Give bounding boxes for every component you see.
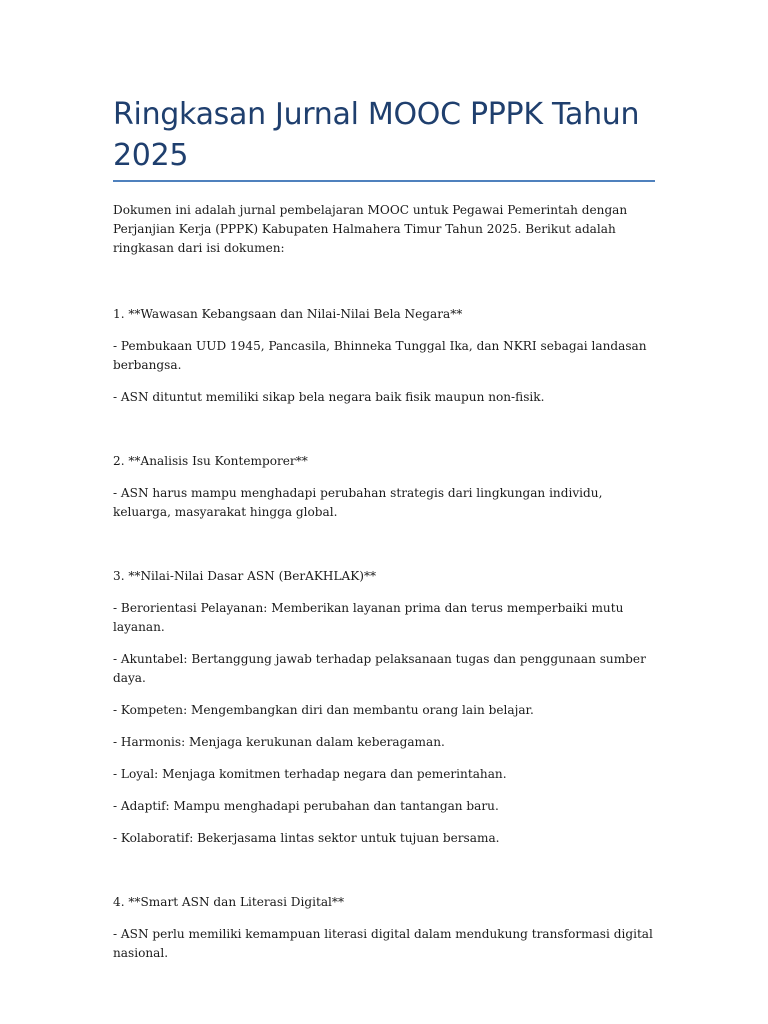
list-item: - Akuntabel: Bertanggung jawab terhadap pelaksanaan tugas dan penggunaan sumber daya. bbox=[113, 652, 646, 685]
list-item: - Kompeten: Mengembangkan diri dan membantu orang lain belajar. bbox=[113, 703, 534, 717]
document-title: Ringkasan Jurnal MOOC PPPK Tahun 2025 bbox=[113, 97, 640, 173]
section-heading-4: 4. **Smart ASN dan Literasi Digital** bbox=[113, 895, 344, 909]
list-item: - ASN harus mampu menghadapi perubahan strategis dari lingkungan individu, keluarga, masyarakat hingga global. bbox=[113, 486, 603, 519]
list-item: - Kolaboratif: Bekerjasama lintas sektor untuk tujuan bersama. bbox=[113, 831, 500, 845]
list-item: - ASN dituntut memiliki sikap bela negara baik fisik maupun non-fisik. bbox=[113, 390, 545, 404]
list-item: - Adaptif: Mampu menghadapi perubahan dan tantangan baru. bbox=[113, 799, 499, 813]
section-heading-3: 3. **Nilai-Nilai Dasar ASN (BerAKHLAK)** bbox=[113, 569, 377, 583]
section-heading-2: 2. **Analisis Isu Kontemporer** bbox=[113, 454, 308, 468]
section-heading-1: 1. **Wawasan Kebangsaan dan Nilai-Nilai Bela Negara** bbox=[113, 307, 463, 321]
list-item: - Harmonis: Menjaga kerukunan dalam keberagaman. bbox=[113, 735, 445, 749]
list-item: - Loyal: Menjaga komitmen terhadap negara dan pemerintahan. bbox=[113, 767, 507, 781]
document-page bbox=[113, 0, 656, 1024]
list-item: - ASN perlu memiliki kemampuan literasi digital dalam mendukung transformasi digital nasional. bbox=[113, 927, 653, 960]
intro-paragraph: Dokumen ini adalah jurnal pembelajaran MOOC untuk Pegawai Pemerintah dengan Perjanjian Kerja (PPPK) Kabupaten Halmahera Timur Tahun 2025. Berikut adalah ringkasan dari isi dokumen: bbox=[113, 203, 628, 255]
list-item: - Berorientasi Pelayanan: Memberikan layanan prima dan terus memperbaiki mutu layanan. bbox=[113, 601, 624, 634]
title-divider bbox=[113, 180, 655, 182]
list-item: - Pembukaan UUD 1945, Pancasila, Bhinneka Tunggal Ika, dan NKRI sebagai landasan berbangsa. bbox=[113, 339, 647, 372]
document-body bbox=[113, 201, 656, 976]
